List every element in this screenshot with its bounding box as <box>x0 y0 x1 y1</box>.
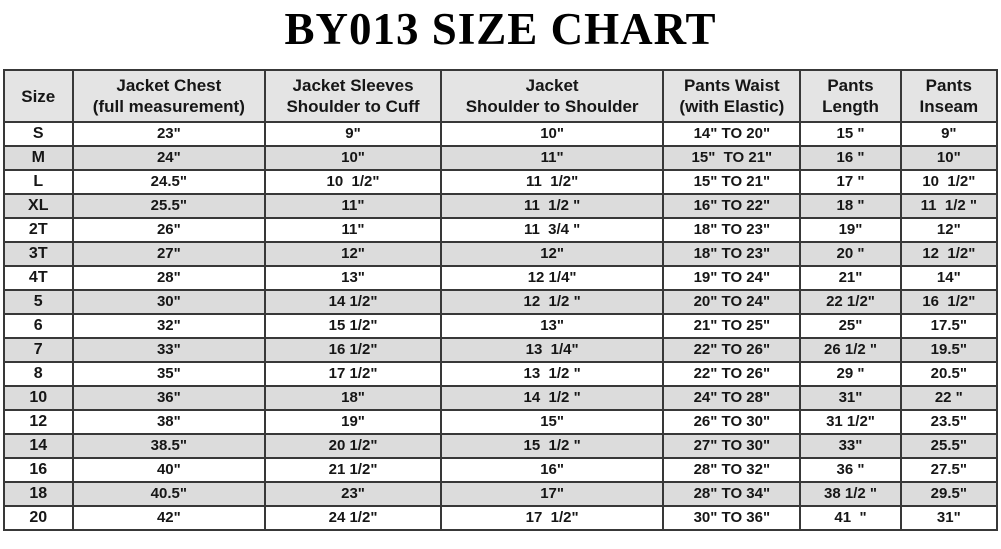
size-cell: 8 <box>4 362 73 386</box>
waist-cell: 28" TO 34" <box>663 482 800 506</box>
size-cell: 10 <box>4 386 73 410</box>
waist-cell: 22" TO 26" <box>663 338 800 362</box>
shoulder-cell: 12 1/2 " <box>441 290 663 314</box>
column-header-line: Pants Waist <box>683 76 780 96</box>
size-cell: 2T <box>4 218 73 242</box>
chest-cell: 25.5" <box>73 194 266 218</box>
column-header-line: Jacket Sleeves <box>292 76 414 96</box>
size-cell: M <box>4 146 73 170</box>
length-cell: 22 1/2" <box>800 290 900 314</box>
table-row <box>4 314 997 338</box>
table-row <box>4 242 997 266</box>
table-row <box>4 434 997 458</box>
column-header-waist <box>663 70 800 122</box>
table-row <box>4 170 997 194</box>
column-header-line: Length <box>822 97 879 117</box>
shoulder-cell: 12 1/4" <box>441 266 663 290</box>
table-row <box>4 410 997 434</box>
shoulder-cell: 14 1/2 " <box>441 386 663 410</box>
page-title: BY013 SIZE CHART <box>284 4 717 54</box>
size-cell: 5 <box>4 290 73 314</box>
table-row <box>4 266 997 290</box>
waist-cell: 18" TO 23" <box>663 218 800 242</box>
sleeves-cell: 24 1/2" <box>265 506 441 530</box>
sleeves-cell: 15 1/2" <box>265 314 441 338</box>
size-chart-table <box>3 69 998 531</box>
waist-cell: 21" TO 25" <box>663 314 800 338</box>
length-cell: 26 1/2 " <box>800 338 900 362</box>
shoulder-cell: 13 1/2 " <box>441 362 663 386</box>
column-header-line: Shoulder to Cuff <box>286 97 420 117</box>
shoulder-cell: 17 1/2" <box>441 506 663 530</box>
column-header-shoulder <box>441 70 663 122</box>
sleeves-cell: 19" <box>265 410 441 434</box>
inseam-cell: 10" <box>901 146 997 170</box>
chest-cell: 40.5" <box>73 482 266 506</box>
sleeves-cell: 11" <box>265 218 441 242</box>
chest-cell: 26" <box>73 218 266 242</box>
size-cell: 18 <box>4 482 73 506</box>
sleeves-cell: 17 1/2" <box>265 362 441 386</box>
column-header-length <box>800 70 900 122</box>
waist-cell: 28" TO 32" <box>663 458 800 482</box>
sleeves-cell: 10 1/2" <box>265 170 441 194</box>
column-header-line: (full measurement) <box>92 97 245 117</box>
length-cell: 19" <box>800 218 900 242</box>
column-header-line: Size <box>21 86 56 106</box>
chest-cell: 28" <box>73 266 266 290</box>
chest-cell: 38.5" <box>73 434 266 458</box>
shoulder-cell: 11 1/2" <box>441 170 663 194</box>
inseam-cell: 23.5" <box>901 410 997 434</box>
size-cell: 6 <box>4 314 73 338</box>
shoulder-cell: 15 1/2 " <box>441 434 663 458</box>
size-cell: XL <box>4 194 73 218</box>
waist-cell: 14" TO 20" <box>663 122 800 146</box>
column-header-line: (with Elastic) <box>679 97 785 117</box>
length-cell: 41 " <box>800 506 900 530</box>
shoulder-cell: 15" <box>441 410 663 434</box>
length-cell: 16 " <box>800 146 900 170</box>
sleeves-cell: 21 1/2" <box>265 458 441 482</box>
sleeves-cell: 12" <box>265 242 441 266</box>
table-header <box>4 70 997 122</box>
inseam-cell: 16 1/2" <box>901 290 997 314</box>
waist-cell: 24" TO 28" <box>663 386 800 410</box>
chest-cell: 30" <box>73 290 266 314</box>
length-cell: 20 " <box>800 242 900 266</box>
table-row <box>4 482 997 506</box>
sleeves-cell: 9" <box>265 122 441 146</box>
table-row <box>4 218 997 242</box>
shoulder-cell: 11 3/4 " <box>441 218 663 242</box>
size-cell: 14 <box>4 434 73 458</box>
table-body <box>4 122 997 530</box>
table-row <box>4 386 997 410</box>
column-header-line: Jacket Chest <box>116 76 222 96</box>
shoulder-cell: 12" <box>441 242 663 266</box>
column-header-size <box>4 70 73 122</box>
shoulder-cell: 17" <box>441 482 663 506</box>
column-header-inseam <box>901 70 997 122</box>
inseam-cell: 11 1/2 " <box>901 194 997 218</box>
inseam-cell: 9" <box>901 122 997 146</box>
waist-cell: 16" TO 22" <box>663 194 800 218</box>
shoulder-cell: 11" <box>441 146 663 170</box>
size-cell: 12 <box>4 410 73 434</box>
chest-cell: 38" <box>73 410 266 434</box>
chest-cell: 32" <box>73 314 266 338</box>
inseam-cell: 12" <box>901 218 997 242</box>
column-header-line: Pants <box>827 76 874 96</box>
sleeves-cell: 18" <box>265 386 441 410</box>
shoulder-cell: 13" <box>441 314 663 338</box>
chest-cell: 40" <box>73 458 266 482</box>
table-row <box>4 362 997 386</box>
waist-cell: 18" TO 23" <box>663 242 800 266</box>
sleeves-cell: 13" <box>265 266 441 290</box>
table-row <box>4 458 997 482</box>
inseam-cell: 22 " <box>901 386 997 410</box>
table-row <box>4 338 997 362</box>
chest-cell: 35" <box>73 362 266 386</box>
table-row <box>4 122 997 146</box>
shoulder-cell: 10" <box>441 122 663 146</box>
shoulder-cell: 13 1/4" <box>441 338 663 362</box>
chest-cell: 27" <box>73 242 266 266</box>
table-row <box>4 194 997 218</box>
inseam-cell: 10 1/2" <box>901 170 997 194</box>
inseam-cell: 25.5" <box>901 434 997 458</box>
size-cell: S <box>4 122 73 146</box>
inseam-cell: 17.5" <box>901 314 997 338</box>
size-cell: 20 <box>4 506 73 530</box>
chest-cell: 23" <box>73 122 266 146</box>
waist-cell: 30" TO 36" <box>663 506 800 530</box>
table-row <box>4 146 997 170</box>
sleeves-cell: 14 1/2" <box>265 290 441 314</box>
chest-cell: 42" <box>73 506 266 530</box>
column-header-sleeves <box>265 70 441 122</box>
waist-cell: 20" TO 24" <box>663 290 800 314</box>
length-cell: 17 " <box>800 170 900 194</box>
column-header-line: Jacket <box>525 76 579 96</box>
shoulder-cell: 16" <box>441 458 663 482</box>
size-cell: 16 <box>4 458 73 482</box>
shoulder-cell: 11 1/2 " <box>441 194 663 218</box>
length-cell: 38 1/2 " <box>800 482 900 506</box>
waist-cell: 15" TO 21" <box>663 170 800 194</box>
column-header-line: Pants <box>925 76 972 96</box>
header-row <box>4 70 997 122</box>
table-row <box>4 290 997 314</box>
size-cell: 4T <box>4 266 73 290</box>
inseam-cell: 20.5" <box>901 362 997 386</box>
inseam-cell: 19.5" <box>901 338 997 362</box>
inseam-cell: 27.5" <box>901 458 997 482</box>
chest-cell: 24.5" <box>73 170 266 194</box>
length-cell: 31 1/2" <box>800 410 900 434</box>
length-cell: 29 " <box>800 362 900 386</box>
length-cell: 21" <box>800 266 900 290</box>
length-cell: 36 " <box>800 458 900 482</box>
chest-cell: 33" <box>73 338 266 362</box>
inseam-cell: 29.5" <box>901 482 997 506</box>
sleeves-cell: 20 1/2" <box>265 434 441 458</box>
chest-cell: 36" <box>73 386 266 410</box>
waist-cell: 15" TO 21" <box>663 146 800 170</box>
column-header-line: Shoulder to Shoulder <box>465 97 639 117</box>
chest-cell: 24" <box>73 146 266 170</box>
size-cell: 3T <box>4 242 73 266</box>
length-cell: 15 " <box>800 122 900 146</box>
waist-cell: 26" TO 30" <box>663 410 800 434</box>
sleeves-cell: 16 1/2" <box>265 338 441 362</box>
waist-cell: 27" TO 30" <box>663 434 800 458</box>
sleeves-cell: 11" <box>265 194 441 218</box>
size-cell: 7 <box>4 338 73 362</box>
inseam-cell: 31" <box>901 506 997 530</box>
column-header-chest <box>73 70 266 122</box>
table-row <box>4 506 997 530</box>
length-cell: 25" <box>800 314 900 338</box>
sleeves-cell: 10" <box>265 146 441 170</box>
length-cell: 18 " <box>800 194 900 218</box>
length-cell: 33" <box>800 434 900 458</box>
size-cell: L <box>4 170 73 194</box>
length-cell: 31" <box>800 386 900 410</box>
inseam-cell: 12 1/2" <box>901 242 997 266</box>
sleeves-cell: 23" <box>265 482 441 506</box>
waist-cell: 19" TO 24" <box>663 266 800 290</box>
waist-cell: 22" TO 26" <box>663 362 800 386</box>
inseam-cell: 14" <box>901 266 997 290</box>
column-header-line: Inseam <box>919 97 979 117</box>
